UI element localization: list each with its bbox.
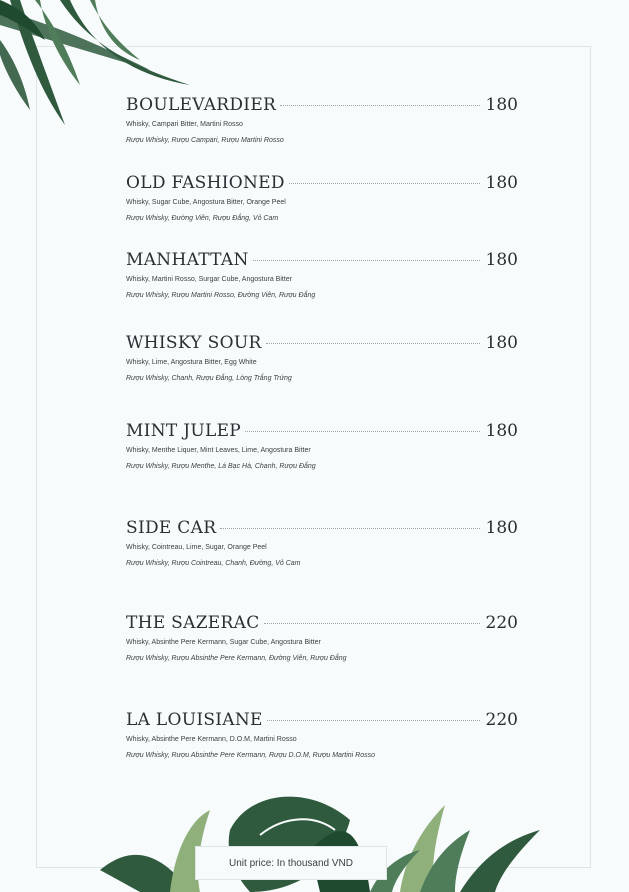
menu-item-boulevardier <box>126 95 518 144</box>
menu-item-side-car <box>126 518 518 567</box>
item-name: OLD FASHIONED <box>126 173 285 193</box>
dot-leader <box>264 623 480 624</box>
item-name: THE SAZERAC <box>126 613 260 633</box>
item-name: MANHATTAN <box>126 250 249 270</box>
item-ingredients: Whisky, Campari Bitter, Martini Rosso <box>126 121 243 128</box>
item-ingredients: Whisky, Absinthe Pere Kermann, Sugar Cube, Angostura Bitter <box>126 639 321 646</box>
dot-leader <box>245 431 480 432</box>
item-ingredients-vi: Rượu Whisky, Rượu Martini Rosso, Đường Viên, Rượu Đắng <box>126 292 316 299</box>
item-ingredients-vi: Rượu Whisky, Rượu Cointreau, Chanh, Đường, Vỏ Cam <box>126 560 301 567</box>
item-price: 220 <box>485 613 518 633</box>
item-price: 180 <box>485 173 518 193</box>
item-ingredients: Whisky, Cointreau, Lime, Sugar, Orange Peel <box>126 544 267 551</box>
item-ingredients: Whisky, Menthe Liquer, Mint Leaves, Lime, Angostura Bitter <box>126 447 311 454</box>
item-price: 180 <box>485 250 518 270</box>
menu-item-manhattan <box>126 250 518 299</box>
item-ingredients: Whisky, Absinthe Pere Kermann, D.O.M, Martini Rosso <box>126 736 297 743</box>
menu-item-the-sazerac <box>126 613 518 662</box>
menu-item-la-louisiane <box>126 710 518 759</box>
dot-leader <box>266 343 480 344</box>
item-ingredients: Whisky, Lime, Angostura Bitter, Egg White <box>126 359 257 366</box>
item-ingredients-vi: Rượu Whisky, Rượu Absinthe Pere Kermann, Rượu D.O.M, Rượu Martini Rosso <box>126 752 376 759</box>
unit-price-note: Unit price: In thousand VND <box>195 846 387 880</box>
item-ingredients-vi: Rượu Whisky, Rượu Menthe, Lá Bạc Hà, Chanh, Rượu Đắng <box>126 463 316 470</box>
dot-leader <box>289 183 480 184</box>
item-price: 180 <box>485 333 518 353</box>
item-price: 180 <box>485 421 518 441</box>
item-price: 220 <box>485 710 518 730</box>
menu-item-old-fashioned <box>126 173 518 222</box>
item-price: 180 <box>485 518 518 538</box>
menu-item-whisky-sour <box>126 333 518 382</box>
item-price: 180 <box>485 95 518 115</box>
dot-leader <box>267 720 480 721</box>
item-name: LA LOUISIANE <box>126 710 263 730</box>
item-name: SIDE CAR <box>126 518 217 538</box>
dot-leader <box>220 528 479 529</box>
item-name: BOULEVARDIER <box>126 95 277 115</box>
dot-leader <box>280 105 479 106</box>
item-ingredients-vi: Rượu Whisky, Chanh, Rượu Đắng, Lòng Trắng Trứng <box>126 375 292 382</box>
item-name: WHISKY SOUR <box>126 333 262 353</box>
item-ingredients-vi: Rượu Whisky, Đường Viên, Rượu Đắng, Vỏ Cam <box>126 215 279 222</box>
item-ingredients: Whisky, Martini Rosso, Surgar Cube, Angostura Bitter <box>126 276 292 283</box>
item-ingredients: Whisky, Sugar Cube, Angostura Bitter, Orange Peel <box>126 199 286 206</box>
item-name: MINT JULEP <box>126 421 242 441</box>
menu-item-mint-julep <box>126 421 518 470</box>
item-ingredients-vi: Rượu Whisky, Rượu Absinthe Pere Kermann, Đường Viên, Rượu Đắng <box>126 655 347 662</box>
item-ingredients-vi: Rượu Whisky, Rượu Campari, Rượu Martini Rosso <box>126 137 284 144</box>
dot-leader <box>253 260 480 261</box>
